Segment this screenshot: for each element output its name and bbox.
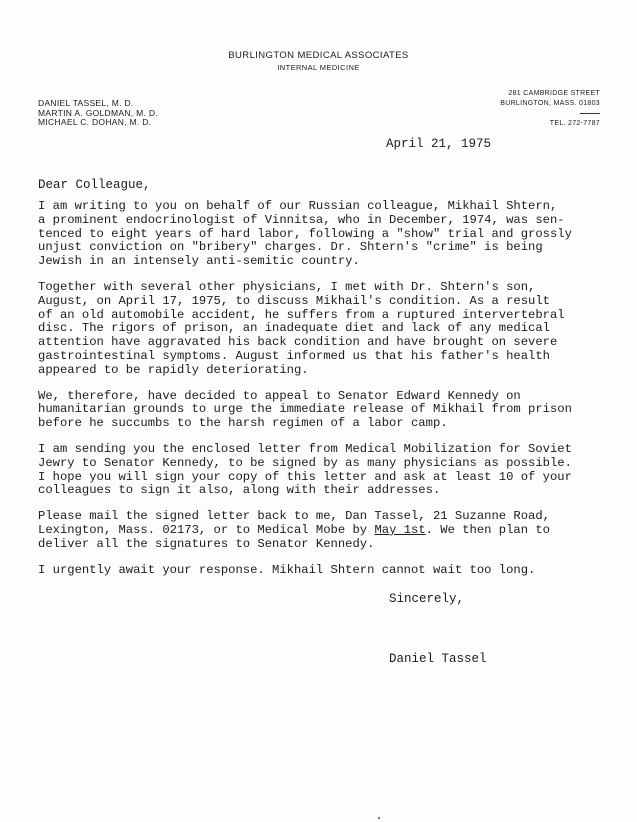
paragraph-line: I urgently await your response. Mikhail Shtern cannot wait too long. bbox=[38, 562, 536, 577]
paragraph-line: August, on April 17, 1975, to discuss Mikhail's condition. As a result bbox=[38, 293, 550, 308]
paragraph-line: disc. The rigors of prison, an inadequate diet and lack of any medical bbox=[38, 321, 550, 336]
paragraph-line: I am writing to you on behalf of our Russian colleague, Mikhail Shtern, bbox=[38, 199, 558, 213]
paragraph-line: Jewish in an intensely anti-semitic country. bbox=[38, 254, 360, 269]
paragraph-line: I hope you will sign your copy of this letter and ask at least 10 of your bbox=[38, 469, 572, 484]
paragraph-line: Please mail the signed letter back to me, Dan Tassel, 21 Suzanne Road, bbox=[38, 509, 550, 524]
paragraph-line: tenced to eight years of hard labor, following a "show" trial and grossly bbox=[38, 226, 572, 241]
paragraph bbox=[38, 564, 604, 578]
department-name: INTERNAL MEDICINE bbox=[277, 63, 360, 72]
paragraph-line: deliver all the signatures to Senator Kennedy. bbox=[38, 536, 375, 551]
paragraph-line: Together with several other physicians, I met with Dr. Shtern's son, bbox=[38, 279, 536, 294]
organization-name: BURLINGTON MEDICAL ASSOCIATES bbox=[228, 50, 409, 61]
paragraph-text: Lexington, Mass. 02173, or to Medical Mobe by bbox=[38, 522, 375, 537]
paragraph-line: of an old automobile accident, he suffers from a ruptured intervertebral bbox=[38, 307, 565, 322]
mail-paragraph bbox=[38, 510, 604, 551]
doctor-list bbox=[38, 99, 158, 128]
paragraph bbox=[38, 390, 604, 431]
city-address: BURLINGTON, MASS. 01803 bbox=[500, 100, 600, 107]
paper-speck bbox=[378, 817, 380, 819]
address-divider bbox=[580, 113, 600, 114]
paragraph-line: colleagues to sign it also, along with their addresses. bbox=[38, 483, 441, 498]
paragraph-line: before he succumbs to the harsh regimen of a labor camp. bbox=[38, 416, 448, 431]
paragraph-line bbox=[38, 524, 604, 538]
paragraph-text: . We then plan to bbox=[425, 522, 550, 537]
salutation: Dear Colleague, bbox=[38, 178, 151, 192]
doctor-name: DANIEL TASSEL, M. D. bbox=[38, 98, 134, 108]
paragraph-line: unjust conviction on "bribery" charges. Dr. Shtern's "crime" is being bbox=[38, 240, 543, 255]
paragraph bbox=[38, 281, 604, 378]
letter-body bbox=[38, 200, 604, 589]
letter-date: April 21, 1975 bbox=[386, 137, 492, 151]
paragraph bbox=[38, 443, 604, 498]
doctor-name: MARTIN A. GOLDMAN, M. D. bbox=[38, 107, 158, 118]
paragraph bbox=[38, 200, 604, 269]
paragraph-line: Jewry to Senator Kennedy, to be signed by as many physicians as possible. bbox=[38, 455, 572, 470]
closing: Sincerely, bbox=[389, 592, 465, 606]
paragraph-line: I am sending you the enclosed letter from Medical Mobilization for Soviet bbox=[38, 441, 572, 456]
paragraph-line: a prominent endocrinologist of Vinnitsa, who in December, 1974, was sen- bbox=[38, 212, 565, 227]
paragraph-line: gastrointestinal symptoms. August informed us that his father's health bbox=[38, 348, 550, 363]
street-address: 281 CAMBRIDGE STREET bbox=[508, 90, 600, 97]
signer-name: Daniel Tassel bbox=[389, 652, 487, 666]
paragraph-line: humanitarian grounds to urge the immediate release of Mikhail from prison bbox=[38, 402, 572, 417]
doctor-name: MICHAEL C. DOHAN, M. D. bbox=[38, 117, 152, 127]
paragraph-line: appeared to be rapidly deteriorating. bbox=[38, 362, 309, 377]
telephone-number: TEL. 272-7787 bbox=[549, 120, 600, 127]
office-address bbox=[500, 89, 600, 129]
paragraph-line: attention have aggravated his back condition and have brought on severe bbox=[38, 335, 558, 350]
deadline-underlined: May 1st bbox=[374, 522, 426, 537]
paragraph-line: We, therefore, have decided to appeal to Senator Edward Kennedy on bbox=[38, 388, 521, 403]
